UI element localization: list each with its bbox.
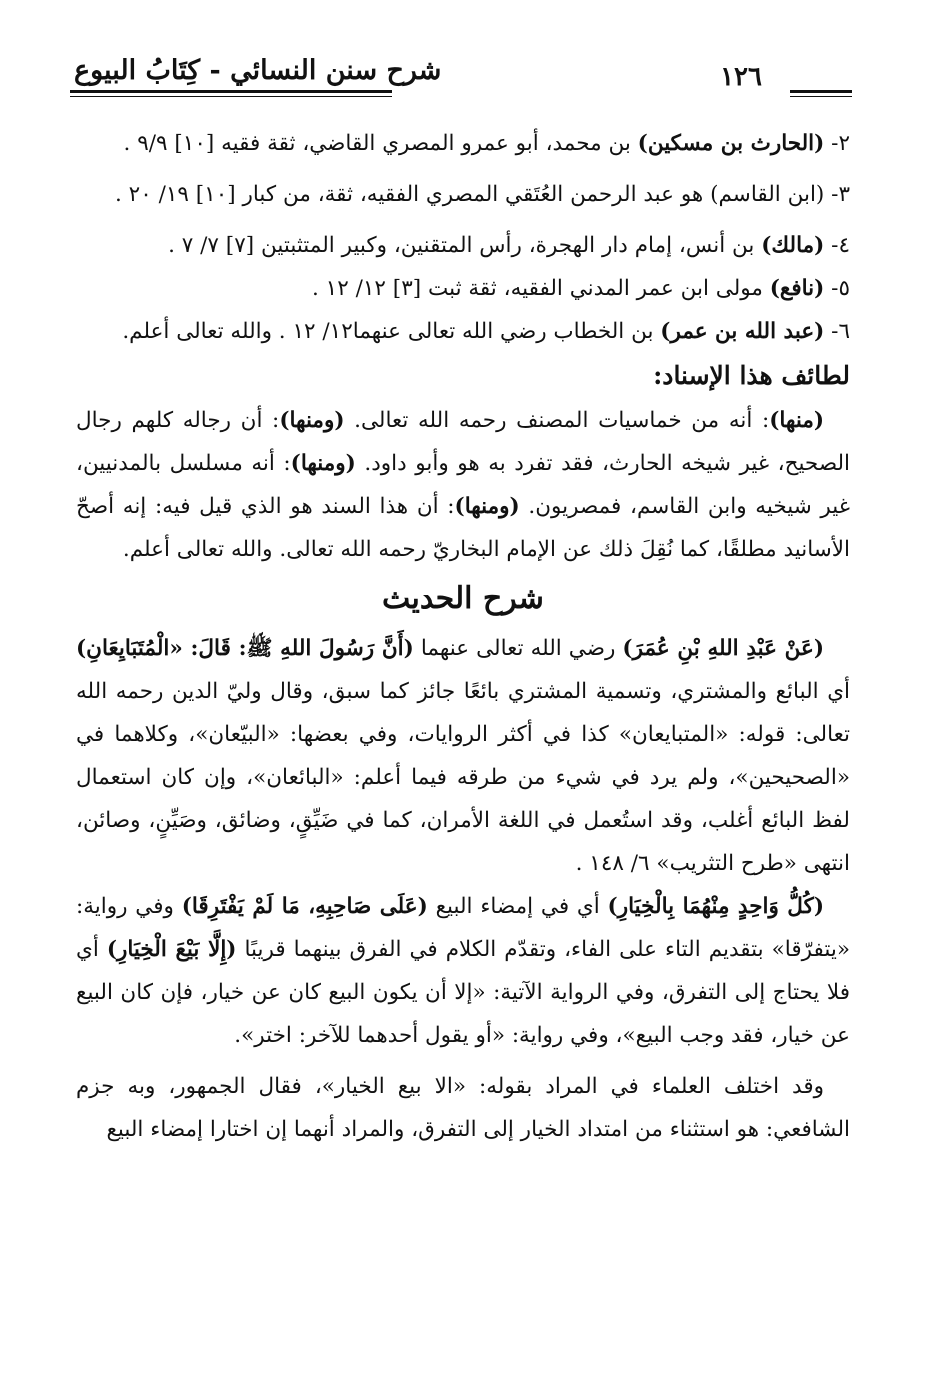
page-number: ١٢٦ bbox=[720, 62, 762, 92]
narrator-entry bbox=[76, 173, 850, 216]
sharh-paragraph bbox=[76, 885, 850, 1057]
lataif-paragraph bbox=[76, 399, 850, 571]
commentary-text: أي في إمضاء البيع bbox=[427, 894, 608, 919]
narrator-entry bbox=[76, 267, 850, 310]
commentary-text: وفي رواية: «يتفرّقا» بتقديم التاء على الفاء، وتقدّم الكلام في الفرق بينهما قريبًا bbox=[76, 894, 850, 962]
header-rule-thin bbox=[70, 96, 392, 97]
narrator-number: ٤- bbox=[824, 233, 850, 258]
point-label: (ومنها) bbox=[290, 451, 356, 476]
commentary-text: أي البائع والمشتري، وتسمية المشتري بائعًا جائز كما سبق، وقال وليّ الدين رحمه الله تعالى: قوله: «المتبايعان» كذا في أكثر الروايات، وفي بعضها: «البيّعان»، وكلاهما في «الصحيحين»، ولم يرد في شيء من طرقه فيما أعلم: «البائعان»، وإن كان استعمال لفظ البائع أغلب، وقد استُعمل في اللغة الأمران، كما في ضَيِّقٍ، وضائق، وصَيِّنٍ، وصائن، انتهى «طرح التثريب» ٦/ ١٤٨ . bbox=[76, 679, 850, 876]
hadith-quote: (عَنْ عَبْدِ اللهِ بْنِ عُمَرَ) bbox=[622, 636, 824, 661]
narrator-text: بن محمد، أبو عمرو المصري القاضي، ثقة فقيه [١٠] ٩/٩ . bbox=[123, 131, 638, 156]
narrator-text: مولى ابن عمر المدني الفقيه، ثقة ثبت [٣] ١٢/ ١٢ . bbox=[312, 276, 770, 301]
narrator-name: (عبد الله بن عمر) bbox=[660, 319, 825, 344]
sharh-heading: شرح الحديث bbox=[382, 581, 544, 616]
page-header bbox=[70, 52, 852, 102]
lataif-heading: لطائف هذا الإسناد: bbox=[653, 361, 850, 390]
hadith-quote: (أَنَّ رَسُولَ اللهِ ﷺ: قَالَ: «الْمُتَبَايِعَانِ) bbox=[76, 636, 414, 661]
narrator-name: (نافع) bbox=[769, 276, 825, 301]
sharh-paragraph: وقد اختلف العلماء في المراد بقوله: «الا بيع الخيار»، فقال الجمهور، وبه جزم الشافعي: هو استثناء من امتداد الخيار إلى التفرق، والمراد أنهما إن اختارا إمضاء البيع bbox=[76, 1074, 850, 1142]
point-text: : أن رجاله كلهم رجال الصحيح، غير شيخه الحارث، فقد تفرد به هو وأبو داود. bbox=[76, 408, 850, 476]
narrator-name: (الحارث بن مسكين) bbox=[637, 131, 825, 156]
point-label: (ومنها) bbox=[279, 408, 345, 433]
narrator-text: بن الخطاب رضي الله تعالى عنهما١٢/ ١٢ . والله تعالى أعلم. bbox=[122, 319, 661, 344]
page-number-rule-thin bbox=[790, 96, 852, 97]
narrator-entry bbox=[76, 224, 850, 267]
narrator-number: ٢- bbox=[824, 131, 850, 156]
header-rule bbox=[70, 90, 392, 93]
hadith-quote: (عَلَى صَاحِبِهِ، مَا لَمْ يَفْتَرِقَا) bbox=[181, 894, 428, 919]
page-body bbox=[76, 122, 850, 1151]
narrator-entry bbox=[76, 122, 850, 165]
narrator-number: ٣- bbox=[824, 182, 850, 207]
commentary-text: رضي الله تعالى عنهما bbox=[413, 636, 623, 661]
sharh-paragraph bbox=[76, 627, 850, 885]
commentary-text: أي فلا يحتاج إلى التفرق، وفي الرواية الآتية: «إلا أن يكون البيع كان عن خيار، فإن كان البيع عن خيار، فقد وجب البيع»، وفي رواية: «أو يقول أحدهما للآخر: اختر». bbox=[76, 937, 850, 1048]
narrator-entry bbox=[76, 310, 850, 353]
narrator-number: ٦- bbox=[824, 319, 850, 344]
point-label: (ومنها) bbox=[454, 494, 520, 519]
narrator-text: بن أنس، إمام دار الهجرة، رأس المتقنين، وكبير المتثبتين [٧] ٧/ ٧ . bbox=[168, 233, 762, 258]
point-label: (منها) bbox=[769, 408, 825, 433]
running-title: شرح سنن النسائي - كِتَابُ البيوع bbox=[74, 55, 442, 86]
narrator-name: (ابن القاسم) bbox=[710, 182, 825, 207]
narrator-number: ٥- bbox=[824, 276, 850, 301]
narrator-name: (مالك) bbox=[761, 233, 825, 258]
narrator-text: هو عبد الرحمن العُتَقي المصري الفقيه، ثقة، من كبار [١٠] ١٩/ ٢٠ . bbox=[114, 182, 711, 207]
hadith-quote: (إِلَّا بَيْعَ الْخِيَارِ) bbox=[106, 937, 237, 962]
page-number-rule bbox=[790, 90, 852, 93]
hadith-quote: (كُلُّ وَاحِدٍ مِنْهُمَا بِالْخِيَارِ) bbox=[607, 894, 824, 919]
point-text: : أنه مسلسل بالمدنيين، غير شيخيه وابن القاسم، فمصريون. bbox=[76, 451, 850, 519]
point-text: : أنه من خماسيات المصنف رحمه الله تعالى. bbox=[344, 408, 770, 433]
point-text: : أن هذا السند هو الذي قيل فيه: إنه أصحّ الأسانيد مطلقًا، كما نُقِلَ ذلك عن الإمام البخاريّ رحمه الله تعالى. والله تعالى أعلم. bbox=[76, 494, 850, 562]
